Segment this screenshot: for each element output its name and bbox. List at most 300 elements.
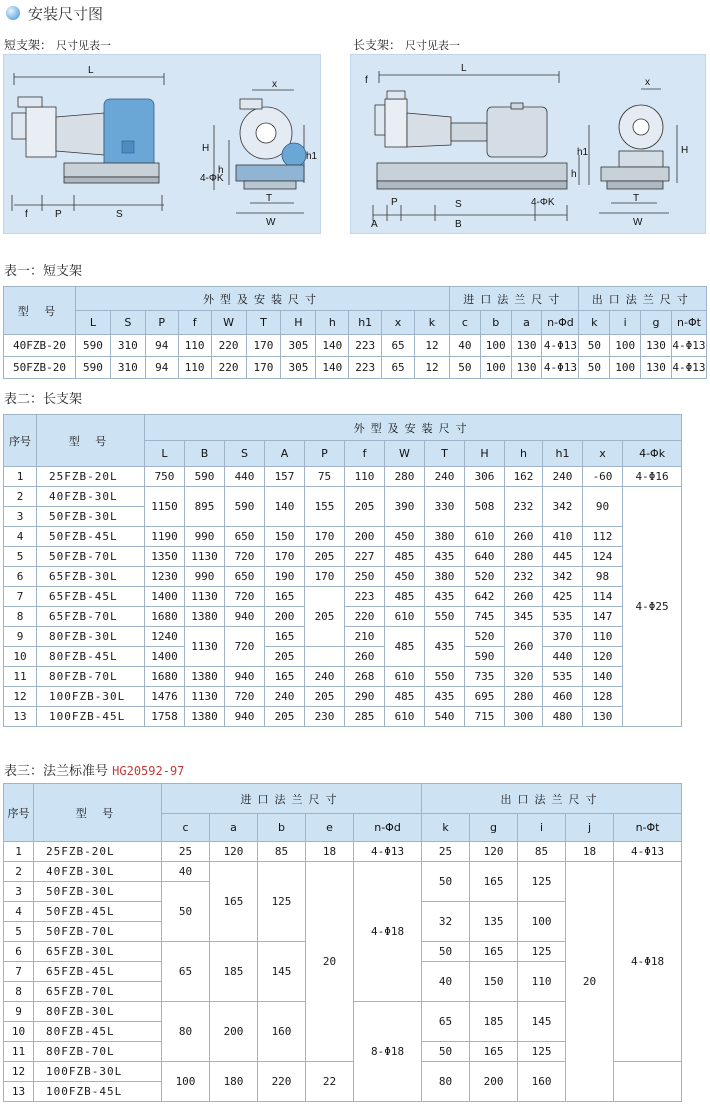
value-cell: 240	[543, 467, 583, 487]
value-cell: 695	[465, 687, 505, 707]
value-cell: 157	[265, 467, 305, 487]
dim-label-f: f	[365, 75, 368, 86]
value-cell: 745	[465, 607, 505, 627]
value-cell: 4-Φ13	[542, 335, 579, 357]
value-cell: 4-Φ18	[354, 862, 422, 1002]
value-cell: 990	[185, 567, 225, 587]
value-cell: 590	[225, 487, 265, 527]
dim-label-W: W	[633, 217, 643, 228]
t1-col-header: x	[382, 311, 415, 335]
value-cell: 200	[265, 607, 305, 627]
value-cell: 110	[345, 467, 385, 487]
index-cell: 9	[4, 627, 37, 647]
value-cell: 750	[145, 467, 185, 487]
value-cell: 370	[543, 627, 583, 647]
value-cell: 80	[422, 1062, 470, 1102]
t3-col-header: j	[566, 814, 614, 842]
dim-label-S: S	[455, 199, 462, 210]
value-cell: 130	[583, 707, 623, 727]
value-cell: 128	[583, 687, 623, 707]
value-cell: 4-Φ13	[614, 842, 682, 862]
value-cell: 1680	[145, 607, 185, 627]
value-cell: 1130	[185, 687, 225, 707]
value-cell: 990	[185, 527, 225, 547]
value-cell: 650	[225, 567, 265, 587]
index-cell: 13	[4, 1082, 34, 1102]
t3-header-no: 序号	[4, 784, 34, 842]
value-cell: 40	[422, 962, 470, 1002]
value-cell: 205	[345, 487, 385, 527]
value-cell: 165	[470, 942, 518, 962]
value-cell: 610	[385, 707, 425, 727]
value-cell: 520	[465, 627, 505, 647]
value-cell: 4-Φ13	[354, 842, 422, 862]
value-cell: 114	[583, 587, 623, 607]
table1-title: 表一：短支架	[4, 264, 83, 279]
value-cell: 205	[305, 587, 345, 647]
index-cell: 1	[4, 842, 34, 862]
value-cell: 20	[306, 862, 354, 1062]
value-cell: 170	[305, 567, 345, 587]
value-cell: 223	[349, 335, 382, 357]
t2-col-header: h1	[543, 441, 583, 467]
value-cell: 260	[505, 587, 543, 607]
value-cell: 550	[425, 607, 465, 627]
table-row	[4, 587, 682, 607]
value-cell: 50	[579, 357, 610, 379]
dim-label-W: W	[266, 217, 276, 228]
table-row	[4, 842, 682, 862]
value-cell: 50	[162, 882, 210, 942]
value-cell: 110	[583, 627, 623, 647]
value-cell: 310	[110, 335, 145, 357]
model-cell: 50FZB-45L	[37, 527, 145, 547]
t3-col-header: n-Φt	[614, 814, 682, 842]
model-cell: 65FZB-70L	[34, 982, 162, 1002]
value-cell: 280	[505, 687, 543, 707]
model-cell: 65FZB-30L	[34, 942, 162, 962]
value-cell: 4-Φ25	[623, 487, 682, 727]
index-cell: 4	[4, 902, 34, 922]
table-row	[4, 335, 707, 357]
value-cell: 895	[185, 487, 225, 527]
value-cell	[614, 1062, 682, 1102]
dim-label-h: h	[571, 169, 577, 180]
index-cell: 7	[4, 587, 37, 607]
value-cell: 240	[305, 667, 345, 687]
t2-header-model: 型 号	[37, 415, 145, 467]
value-cell: 80	[162, 1002, 210, 1062]
value-cell: 100	[480, 357, 511, 379]
value-cell: 170	[246, 335, 281, 357]
value-cell: 590	[75, 357, 110, 379]
model-cell: 65FZB-70L	[37, 607, 145, 627]
dim-label-H: H	[202, 143, 210, 154]
value-cell: 610	[465, 527, 505, 547]
value-cell: 460	[543, 687, 583, 707]
value-cell: 650	[225, 527, 265, 547]
value-cell: 1400	[145, 647, 185, 667]
value-cell: 300	[505, 707, 543, 727]
value-cell: 180	[210, 1062, 258, 1102]
value-cell: 50	[422, 1042, 470, 1062]
value-cell: 223	[345, 587, 385, 607]
value-cell: 90	[583, 487, 623, 527]
t3-col-header: e	[306, 814, 354, 842]
value-cell: 345	[505, 607, 543, 627]
value-cell: 120	[470, 842, 518, 862]
table-row	[4, 527, 682, 547]
value-cell: 485	[385, 547, 425, 567]
model-cell: 25FZB-20L	[34, 842, 162, 862]
bullet-icon	[6, 6, 20, 20]
dim-label-T: T	[266, 193, 273, 204]
index-cell: 2	[4, 862, 34, 882]
value-cell: 535	[543, 607, 583, 627]
model-cell: 80FZB-30L	[37, 627, 145, 647]
value-cell: 940	[225, 707, 265, 727]
value-cell: 550	[425, 667, 465, 687]
value-cell: 290	[345, 687, 385, 707]
value-cell: 1380	[185, 607, 225, 627]
value-cell: 94	[145, 357, 178, 379]
model-cell: 65FZB-45L	[37, 587, 145, 607]
value-cell: 220	[258, 1062, 306, 1102]
value-cell: 610	[385, 667, 425, 687]
value-cell: 280	[385, 467, 425, 487]
value-cell: 205	[265, 707, 305, 727]
value-cell: 140	[265, 487, 305, 527]
table3	[3, 783, 682, 1102]
value-cell: 485	[385, 627, 425, 667]
model-cell: 80FZB-45L	[34, 1022, 162, 1042]
t2-col-header: A	[265, 441, 305, 467]
value-cell: 100	[162, 1062, 210, 1102]
value-cell: 342	[543, 567, 583, 587]
t3-header-outlet: 出口法兰尺寸	[422, 784, 682, 814]
value-cell: 485	[385, 687, 425, 707]
value-cell: 130	[641, 357, 672, 379]
value-cell: 240	[265, 687, 305, 707]
value-cell: 50	[449, 357, 480, 379]
table-row	[4, 707, 682, 727]
index-cell: 11	[4, 1042, 34, 1062]
value-cell: 65	[382, 335, 415, 357]
value-cell: 145	[258, 942, 306, 1002]
table1	[3, 286, 707, 379]
value-cell: 8-Φ18	[354, 1002, 422, 1102]
value-cell: 642	[465, 587, 505, 607]
value-cell: 720	[225, 627, 265, 667]
value-cell: 120	[210, 842, 258, 862]
value-cell: 4-Φ18	[614, 862, 682, 1062]
value-cell: 165	[265, 587, 305, 607]
t2-col-header: B	[185, 441, 225, 467]
value-cell: 640	[465, 547, 505, 567]
value-cell: 1680	[145, 667, 185, 687]
t1-col-header: i	[610, 311, 641, 335]
value-cell: 130	[511, 357, 542, 379]
value-cell: 120	[583, 647, 623, 667]
value-cell: 110	[178, 357, 211, 379]
table-row	[4, 647, 682, 667]
value-cell: 125	[518, 1042, 566, 1062]
value-cell: 25	[162, 842, 210, 862]
value-cell: 240	[425, 467, 465, 487]
value-cell: 232	[505, 487, 543, 527]
value-cell: 720	[225, 587, 265, 607]
t1-col-header: h	[316, 311, 349, 335]
value-cell: 32	[422, 902, 470, 942]
value-cell: 1240	[145, 627, 185, 647]
value-cell: 435	[425, 547, 465, 567]
value-cell: 435	[425, 687, 465, 707]
value-cell: 1380	[185, 707, 225, 727]
value-cell: 230	[305, 707, 345, 727]
value-cell: 1400	[145, 587, 185, 607]
t2-col-header: T	[425, 441, 465, 467]
value-cell: 223	[349, 357, 382, 379]
value-cell: 140	[316, 357, 349, 379]
value-cell: 440	[543, 647, 583, 667]
value-cell: 150	[470, 962, 518, 1002]
value-cell: 145	[518, 1002, 566, 1042]
value-cell: 1758	[145, 707, 185, 727]
value-cell: 1130	[185, 587, 225, 607]
index-cell: 2	[4, 487, 37, 507]
model-cell: 50FZB-70L	[34, 922, 162, 942]
value-cell: 260	[345, 647, 385, 667]
t3-col-header: c	[162, 814, 210, 842]
value-cell: 185	[470, 1002, 518, 1042]
value-cell: 124	[583, 547, 623, 567]
value-cell: 185	[210, 942, 258, 1002]
value-cell: 508	[465, 487, 505, 527]
value-cell: 250	[345, 567, 385, 587]
table-row	[4, 667, 682, 687]
value-cell: 450	[385, 567, 425, 587]
value-cell: 200	[470, 1062, 518, 1102]
value-cell: 220	[211, 335, 246, 357]
value-cell: 125	[518, 942, 566, 962]
dim-label-h1: h1	[306, 151, 318, 162]
dim-label-S: S	[116, 209, 123, 220]
value-cell: 40	[162, 862, 210, 882]
index-cell: 11	[4, 667, 37, 687]
value-cell: 155	[305, 487, 345, 527]
t1-col-header: f	[178, 311, 211, 335]
t2-col-header: H	[465, 441, 505, 467]
value-cell: 305	[281, 357, 316, 379]
value-cell: 435	[425, 587, 465, 607]
t1-header-outlet: 出口法兰尺寸	[579, 287, 707, 311]
value-cell: 50	[422, 942, 470, 962]
index-cell: 6	[4, 942, 34, 962]
dim-label-h1: h1	[577, 147, 589, 158]
value-cell: 12	[415, 357, 450, 379]
value-cell: 4-Φ13	[542, 357, 579, 379]
table-row	[4, 467, 682, 487]
index-cell: 8	[4, 607, 37, 627]
t1-col-header: L	[75, 311, 110, 335]
value-cell: 65	[422, 1002, 470, 1042]
index-cell: 3	[4, 882, 34, 902]
index-cell: 10	[4, 1022, 34, 1042]
value-cell: 165	[265, 627, 305, 647]
value-cell: 268	[345, 667, 385, 687]
value-cell: 75	[305, 467, 345, 487]
model-cell: 100FZB-45L	[34, 1082, 162, 1102]
value-cell: 65	[162, 942, 210, 1002]
index-cell: 6	[4, 567, 37, 587]
value-cell: 40	[449, 335, 480, 357]
value-cell: 160	[518, 1062, 566, 1102]
table-row	[4, 687, 682, 707]
value-cell: 50	[422, 862, 470, 902]
value-cell: 205	[265, 647, 305, 667]
value-cell: 112	[583, 527, 623, 547]
value-cell: 100	[518, 902, 566, 942]
value-cell: 220	[211, 357, 246, 379]
value-cell: 610	[385, 607, 425, 627]
table2	[3, 414, 682, 727]
index-cell: 5	[4, 547, 37, 567]
t1-col-header: g	[641, 311, 672, 335]
value-cell: 150	[265, 527, 305, 547]
t1-header-model: 型 号	[4, 287, 76, 335]
value-cell: 18	[566, 842, 614, 862]
index-cell: 8	[4, 982, 34, 1002]
dim-label-A: A	[371, 219, 378, 230]
t3-col-header: g	[470, 814, 518, 842]
value-cell: 170	[246, 357, 281, 379]
index-cell: 9	[4, 1002, 34, 1022]
t1-col-header: H	[281, 311, 316, 335]
short-bracket-drawing	[3, 54, 321, 234]
model-cell: 80FZB-30L	[34, 1002, 162, 1022]
t2-col-header: h	[505, 441, 543, 467]
value-cell: 165	[210, 862, 258, 942]
value-cell: 205	[305, 687, 345, 707]
dim-label-x: x	[645, 77, 650, 88]
value-cell	[305, 647, 345, 667]
value-cell: 380	[425, 527, 465, 547]
table3-title: 表三：法兰标准号 HG20592-97	[4, 764, 185, 779]
value-cell: 1380	[185, 667, 225, 687]
value-cell: 1350	[145, 547, 185, 567]
value-cell: 1130	[185, 547, 225, 567]
value-cell: 4-Φ16	[623, 467, 682, 487]
value-cell: 940	[225, 667, 265, 687]
dim-label-L: L	[88, 65, 94, 76]
model-cell: 50FZB-30L	[37, 507, 145, 527]
long-bracket-caption: 长支架： 尺寸见表一	[353, 38, 461, 52]
value-cell: 165	[470, 862, 518, 902]
t2-header-no: 序号	[4, 415, 37, 467]
value-cell: 85	[518, 842, 566, 862]
model-cell: 100FZB-45L	[37, 707, 145, 727]
t1-col-header: n-Φt	[671, 311, 706, 335]
t1-col-header: n-Φd	[542, 311, 579, 335]
t3-col-header: b	[258, 814, 306, 842]
value-cell: 110	[518, 962, 566, 1002]
value-cell: 445	[543, 547, 583, 567]
value-cell: 100	[610, 357, 641, 379]
value-cell: 94	[145, 335, 178, 357]
value-cell: 130	[511, 335, 542, 357]
t2-col-header: L	[145, 441, 185, 467]
t1-col-header: P	[145, 311, 178, 335]
value-cell: 380	[425, 567, 465, 587]
model-cell: 40FZB-20	[4, 335, 76, 357]
model-cell: 50FZB-70L	[37, 547, 145, 567]
value-cell: 210	[345, 627, 385, 647]
model-cell: 80FZB-70L	[37, 667, 145, 687]
value-cell: 1130	[185, 627, 225, 667]
value-cell: 1190	[145, 527, 185, 547]
value-cell: 450	[385, 527, 425, 547]
value-cell: 1150	[145, 487, 185, 527]
table-row	[4, 567, 682, 587]
value-cell: 590	[465, 647, 505, 667]
t1-col-header: S	[110, 311, 145, 335]
t1-col-header: k	[415, 311, 450, 335]
index-cell: 5	[4, 922, 34, 942]
t3-header-inlet: 进口法兰尺寸	[162, 784, 422, 814]
index-cell: 10	[4, 647, 37, 667]
value-cell: 227	[345, 547, 385, 567]
value-cell: 320	[505, 667, 543, 687]
t2-col-header: W	[385, 441, 425, 467]
table-row	[4, 547, 682, 567]
value-cell: 12	[415, 335, 450, 357]
table-row	[4, 862, 682, 882]
value-cell: 310	[110, 357, 145, 379]
value-cell: 1230	[145, 567, 185, 587]
t1-col-header: a	[511, 311, 542, 335]
short-bracket-caption: 短支架： 尺寸见表一	[4, 38, 112, 52]
value-cell: 280	[505, 547, 543, 567]
index-cell: 12	[4, 687, 37, 707]
value-cell: 1476	[145, 687, 185, 707]
value-cell: 306	[465, 467, 505, 487]
t2-col-header: S	[225, 441, 265, 467]
model-cell: 80FZB-45L	[37, 647, 145, 667]
t1-header-inlet: 进口法兰尺寸	[449, 287, 578, 311]
dim-label-K: 4-ΦK	[200, 173, 224, 184]
dim-label-f: f	[25, 209, 28, 220]
value-cell: 285	[345, 707, 385, 727]
dim-label-h: h	[218, 165, 224, 176]
model-cell: 80FZB-70L	[34, 1042, 162, 1062]
value-cell: 18	[306, 842, 354, 862]
value-cell: 20	[566, 862, 614, 1102]
t2-col-header: f	[345, 441, 385, 467]
t3-col-header: a	[210, 814, 258, 842]
dim-label-L: L	[461, 63, 467, 74]
dim-label-T: T	[633, 193, 640, 204]
value-cell: 190	[265, 567, 305, 587]
t3-col-header: n-Φd	[354, 814, 422, 842]
t1-header-dimensions: 外型及安装尺寸	[75, 287, 449, 311]
value-cell: 485	[385, 587, 425, 607]
value-cell: 540	[425, 707, 465, 727]
value-cell: 435	[425, 627, 465, 667]
t2-col-header: P	[305, 441, 345, 467]
t1-col-header: h1	[349, 311, 382, 335]
dim-label-P: P	[391, 197, 398, 208]
t2-col-header: 4-Φk	[623, 441, 682, 467]
